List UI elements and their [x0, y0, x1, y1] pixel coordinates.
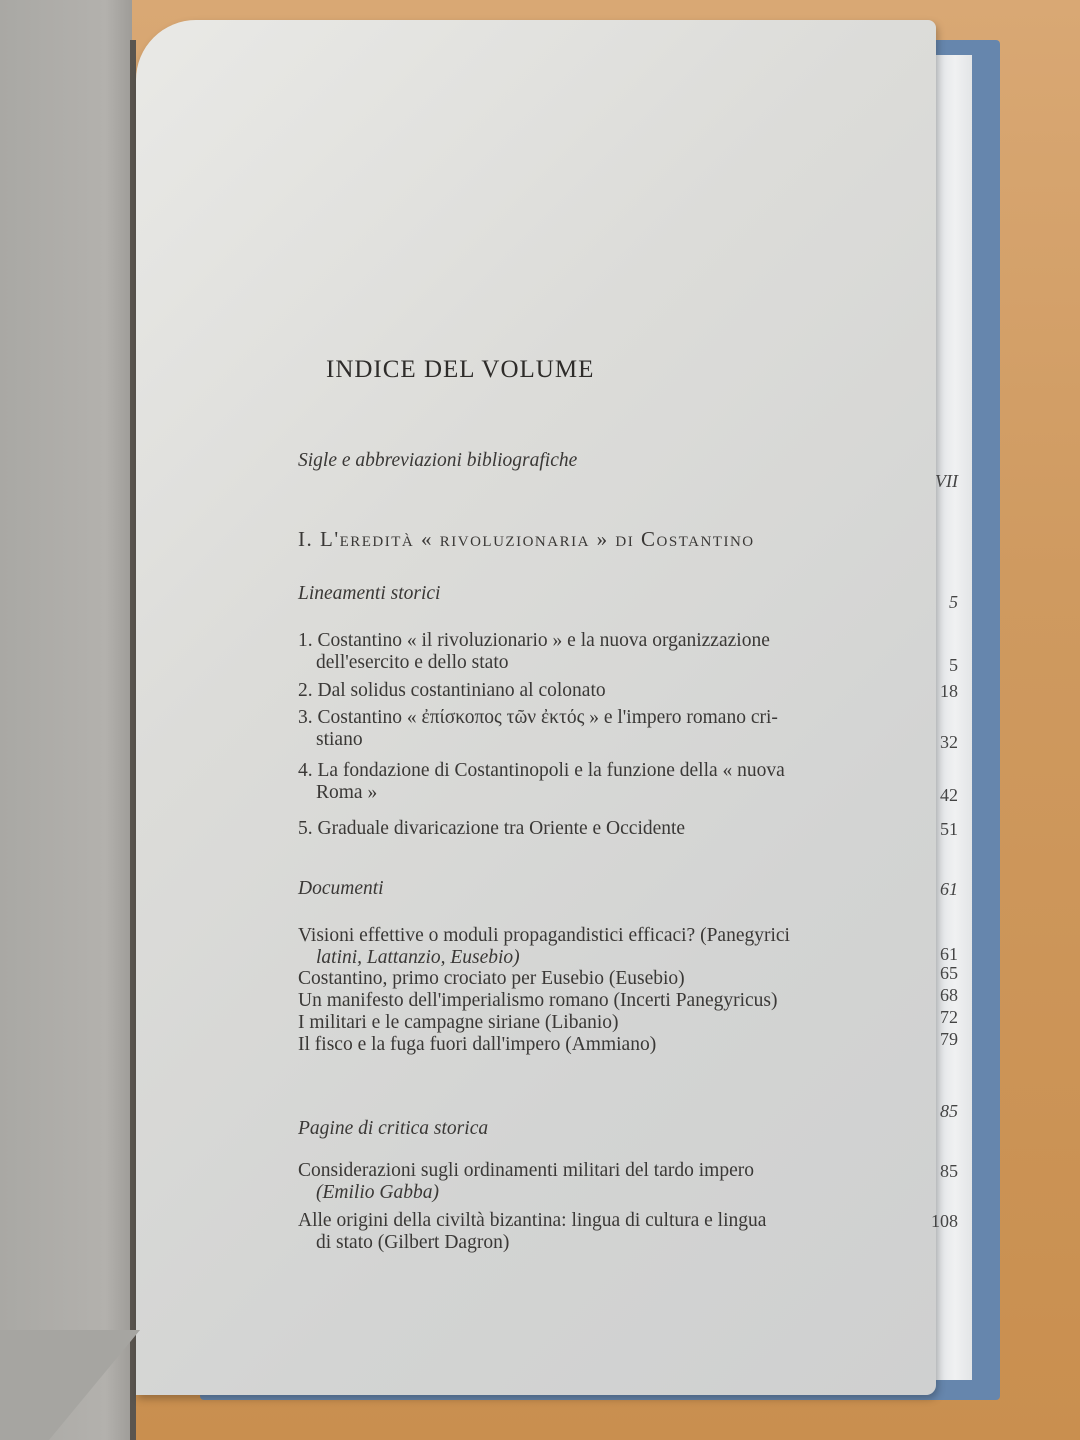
- toc-entry: Visioni effettive o moduli propagandistici efficaci? (Panegyrici latini, Lattanzio, Eusebio) 61: [298, 925, 958, 968]
- section-heading: Documenti 61: [298, 878, 958, 899]
- section-heading: Lineamenti storici 5: [298, 583, 958, 612]
- toc-entry: I militari e le campagne siriane (Libanio) 72: [298, 1007, 958, 1033]
- toc-entry: Alle origini della civiltà bizantina: lingua di cultura e lingua di stato (Gilbert Dagron) 108: [298, 1210, 958, 1253]
- page-number: VII: [935, 471, 958, 491]
- toc-entry: 4. La fondazione di Costantinopoli e la funzione della « nuova Roma » 42: [298, 760, 958, 805]
- part-heading: I. L'eredità « rivoluzionaria » di Costantino: [298, 527, 755, 551]
- toc-entry: Il fisco e la fuga fuori dall'impero (Ammiano) 79: [298, 1029, 958, 1055]
- left-page: [0, 0, 132, 1440]
- toc-entry: 1. Costantino « il rivoluzionario » e la nuova organizzazione dell'esercito e dello stato 5: [298, 630, 958, 675]
- toc-front-matter: Sigle e abbreviazioni bibliografiche VII: [298, 450, 958, 491]
- page-title: INDICE DEL VOLUME: [326, 356, 595, 383]
- toc-entry: Un manifesto dell'imperialismo romano (Incerti Panegyricus) 68: [298, 985, 958, 1011]
- toc-entry: 3. Costantino « ἐπίσκοπος τῶν ἐκτός » e l'impero romano cri- stiano 32: [298, 707, 958, 752]
- book-page: [136, 20, 958, 1395]
- toc-entry: Considerazioni sugli ordinamenti militari del tardo impero (Emilio Gabba) 85: [298, 1160, 958, 1203]
- toc-entry: Costantino, primo crociato per Eusebio (Eusebio) 65: [298, 963, 958, 989]
- toc-entry: 2. Dal solidus costantiniano al colonato 18: [298, 680, 958, 701]
- toc-entry: 5. Graduale divaricazione tra Oriente e Occidente 51: [298, 818, 958, 839]
- section-heading: Pagine di critica storica 85: [298, 1101, 958, 1139]
